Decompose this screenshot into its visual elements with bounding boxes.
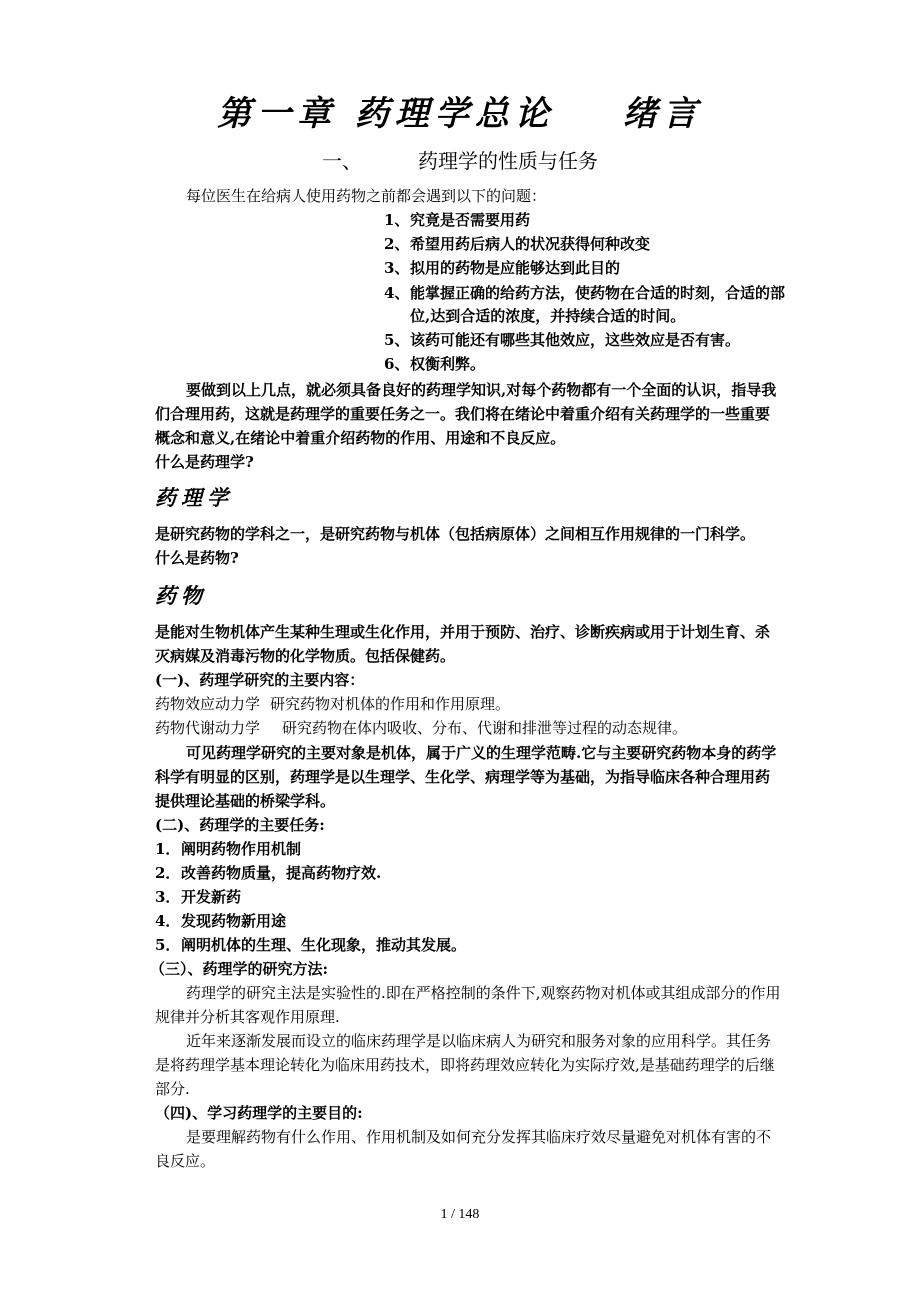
section-label: 药理学的性质与任务 bbox=[418, 149, 598, 173]
paragraph-line: 近年来逐渐发展而设立的临床药理学是以临床病人为研究和服务对象的应用科学。其任务 bbox=[186, 1032, 772, 1050]
paragraph-line: 是要理解药物有什么作用、作用机制及如何充分发挥其临床疗效尽量避免对机体有害的不 bbox=[186, 1128, 772, 1146]
task-item: 1．阐明药物作用机制 bbox=[155, 840, 302, 858]
paragraph-line: 科学有明显的区别，药理学是以生理学、生化学、病理学等为基础，为指导临床各种合理用药 bbox=[155, 768, 771, 786]
content-item: 药物效应动力学 研究药物对机体的作用和作用原理。 bbox=[155, 695, 511, 713]
task-item: 5．阐明机体的生理、生化现象，推动其发展。 bbox=[155, 936, 467, 954]
question-item-continuation: 位,达到合适的浓度，并持续合适的时间。 bbox=[410, 307, 686, 325]
chapter-title-sub: 绪言 bbox=[622, 94, 703, 134]
paragraph-line: 可见药理学研究的主要对象是机体，属于广义的生理学范畴.它与主要研究药物本身的药学 bbox=[186, 744, 777, 762]
paragraph-line: 药理学的研究主法是实验性的.即在严格控制的条件下,观察药物对机体或其组成部分的作用 bbox=[186, 984, 781, 1002]
paragraph-line: 是将药理学基本理论转化为临床用药技术，即将药理效应转化为实际疗效,是基础药理学的后继 bbox=[155, 1056, 775, 1074]
chapter-title bbox=[0, 92, 920, 136]
paragraph-line: 提供理论基础的桥梁学科。 bbox=[155, 792, 336, 810]
paragraph-line: 部分. bbox=[155, 1080, 190, 1098]
term-pharmacology: 药理学 bbox=[155, 485, 233, 510]
question-item: 2、希望用药后病人的状况获得何种改变 bbox=[384, 235, 651, 253]
content-heading: (一)、药理学研究的主要内容： bbox=[155, 671, 365, 689]
paragraph-line: 概念和意义,在绪论中着重介绍药物的作用、用途和不良反应。 bbox=[155, 429, 566, 447]
question-pharmacology: 什么是药理学? bbox=[155, 453, 254, 471]
task-item: 4．发现药物新用途 bbox=[155, 912, 287, 930]
section-heading bbox=[0, 148, 920, 174]
paragraph-line: 要做到以上几点，就必须具备良好的药理学知识,对每个药物都有一个全面的认识，指导我 bbox=[186, 381, 777, 399]
question-item: 6、权衡利弊。 bbox=[384, 355, 486, 373]
tasks-heading: (二)、药理学的主要任务: bbox=[155, 816, 325, 834]
question-item: 5、该药可能还有哪些其他效应，这些效应是否有害。 bbox=[384, 331, 741, 349]
question-item: 4、能掌握正确的给药方法，使药物在合适的时刻，合适的部 bbox=[384, 284, 786, 302]
content-item: 药物代谢动力学 研究药物在体内吸收、分布、代谢和排泄等过程的动态规律。 bbox=[155, 719, 688, 737]
chapter-title-main: 第一章 药理学总论 bbox=[217, 94, 555, 134]
question-item: 1、究竟是否需要用药 bbox=[384, 211, 531, 229]
definition-drug-line: 是能对生物机体产生某种生理或生化作用，并用于预防、治疗、诊断疾病或用于计划生育、杀 bbox=[155, 623, 771, 641]
intro-text: 每位医生在给病人使用药物之前都会遇到以下的问题： bbox=[186, 187, 547, 205]
paragraph-line: 规律并分析其客观作用原理. bbox=[155, 1008, 340, 1026]
paragraph-line: 良反应。 bbox=[155, 1152, 216, 1170]
task-item: 3．开发新药 bbox=[155, 888, 242, 906]
paragraph-line: 们合理用药，这就是药理学的重要任务之一。我们将在绪论中着重介绍有关药理学的一些重要 bbox=[155, 405, 771, 423]
question-drug: 什么是药物? bbox=[155, 549, 239, 567]
goal-heading: （四)、学习药理学的主要目的: bbox=[155, 1104, 363, 1122]
definition-pharmacology: 是研究药物的学科之一，是研究药物与机体（包括病原体）之间相互作用规律的一门科学。 bbox=[155, 525, 756, 543]
methods-heading: （三）、药理学的研究方法: bbox=[150, 960, 329, 978]
section-number: 一、 bbox=[322, 149, 362, 173]
question-item: 3、拟用的药物是应能够达到此目的 bbox=[384, 259, 621, 277]
task-item: 2．改善药物质量，提高药物疗效. bbox=[155, 864, 382, 882]
page-number: 1 / 148 bbox=[440, 1207, 480, 1222]
definition-drug-line: 灭病媒及消毒污物的化学物质。包括保健药。 bbox=[155, 647, 456, 665]
term-drug: 药物 bbox=[155, 583, 207, 608]
